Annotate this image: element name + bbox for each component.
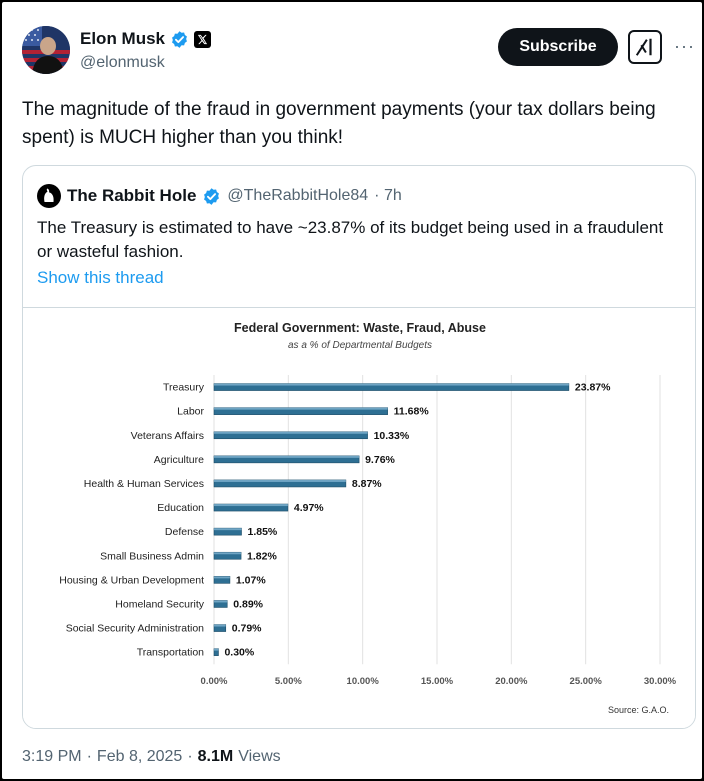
- category-label: Homeland Security: [115, 598, 204, 611]
- category-label: Agriculture: [153, 453, 204, 466]
- bar-highlight: [214, 408, 388, 410]
- tweet-time[interactable]: 3:19 PM: [22, 748, 82, 765]
- category-label: Education: [157, 502, 204, 515]
- tweet-meta: [22, 748, 281, 766]
- bar-highlight: [214, 649, 218, 651]
- bar-value-label: 8.87%: [351, 477, 382, 490]
- bar-highlight: [214, 600, 227, 602]
- quote-text: The Treasury is estimated to have ~23.87% of its budget being used in a fraudulent or wasteful fashion.: [37, 218, 664, 261]
- chart-subtitle: as a % of Departmental Budgets: [288, 340, 432, 351]
- x-tick-label: 30.00%: [643, 676, 677, 688]
- category-label: Health & Human Services: [83, 477, 204, 490]
- x-tick-label: 20.00%: [495, 676, 528, 688]
- bar-highlight: [214, 625, 226, 627]
- x-tick-label: 15.00%: [420, 676, 454, 688]
- bar-highlight: [214, 432, 368, 434]
- grok-icon[interactable]: [628, 30, 662, 64]
- bar-value-label: 1.07%: [235, 574, 266, 587]
- bar-chart: [23, 308, 695, 728]
- tweet-frame: [2, 2, 702, 779]
- verified-badge-icon: [202, 187, 221, 206]
- bar-highlight: [214, 504, 288, 506]
- bar-value-label: 1.82%: [247, 550, 277, 563]
- bar-highlight: [214, 384, 569, 386]
- bar-highlight: [214, 576, 230, 578]
- meta-separator: ·: [86, 748, 92, 765]
- show-thread-link[interactable]: Show this thread: [37, 268, 164, 287]
- category-label: Veterans Affairs: [130, 429, 204, 442]
- x-tick-label: 25.00%: [569, 676, 602, 688]
- author-name-row: [80, 29, 211, 49]
- author-handle[interactable]: @elonmusk: [80, 54, 165, 71]
- x-affiliate-icon: [194, 31, 211, 48]
- bar-value-label: 9.76%: [365, 453, 395, 466]
- x-tick-label: 5.00%: [274, 676, 302, 688]
- bar-value-label: 1.85%: [247, 526, 278, 539]
- bar-highlight: [214, 456, 359, 458]
- bar-value-label: 0.30%: [224, 646, 255, 659]
- bar-highlight: [214, 528, 242, 530]
- bar-highlight: [214, 480, 346, 482]
- subscribe-button[interactable]: Subscribe: [498, 28, 618, 66]
- quoted-tweet[interactable]: [22, 165, 696, 729]
- meta-separator: ·: [187, 748, 193, 765]
- category-label: Transportation: [136, 646, 204, 659]
- x-tick-label: 0.00%: [200, 676, 228, 688]
- tweet-text: The magnitude of the fraud in government payments (your tax dollars being spent) is MUCH higher than you think!: [22, 99, 656, 148]
- category-label: Labor: [177, 405, 204, 418]
- category-label: Social Security Administration: [65, 622, 204, 635]
- bar-value-label: 0.79%: [231, 622, 262, 635]
- x-tick-label: 10.00%: [346, 676, 379, 688]
- chart-image[interactable]: [23, 308, 695, 728]
- chart-title: Federal Government: Waste, Fraud, Abuse: [234, 321, 486, 335]
- bar-highlight: [214, 552, 241, 554]
- quote-author-name[interactable]: The Rabbit Hole: [67, 186, 197, 205]
- bar-value-label: 11.68%: [393, 405, 429, 418]
- category-label: Housing & Urban Development: [59, 574, 204, 587]
- chart-source: Source: G.A.O.: [607, 705, 669, 715]
- bar-value-label: 23.87%: [574, 381, 611, 394]
- quote-timestamp[interactable]: · 7h: [374, 187, 402, 204]
- quote-header: [37, 184, 402, 208]
- views-label: Views: [238, 748, 281, 765]
- quote-author-handle[interactable]: @TheRabbitHole84: [227, 187, 369, 204]
- avatar[interactable]: [22, 26, 70, 74]
- quote-avatar[interactable]: [37, 184, 61, 208]
- more-options-icon[interactable]: ···: [674, 36, 695, 56]
- category-label: Small Business Admin: [100, 550, 204, 563]
- tweet-date[interactable]: Feb 8, 2025: [96, 748, 183, 765]
- category-label: Defense: [164, 526, 204, 539]
- category-label: Treasury: [162, 381, 204, 394]
- bar-value-label: 10.33%: [373, 429, 410, 442]
- bar-value-label: 0.89%: [233, 598, 264, 611]
- views-count[interactable]: 8.1M: [197, 748, 234, 765]
- author-name[interactable]: Elon Musk: [80, 29, 166, 48]
- bar-value-label: 4.97%: [293, 502, 324, 515]
- verified-badge-icon: [170, 30, 189, 49]
